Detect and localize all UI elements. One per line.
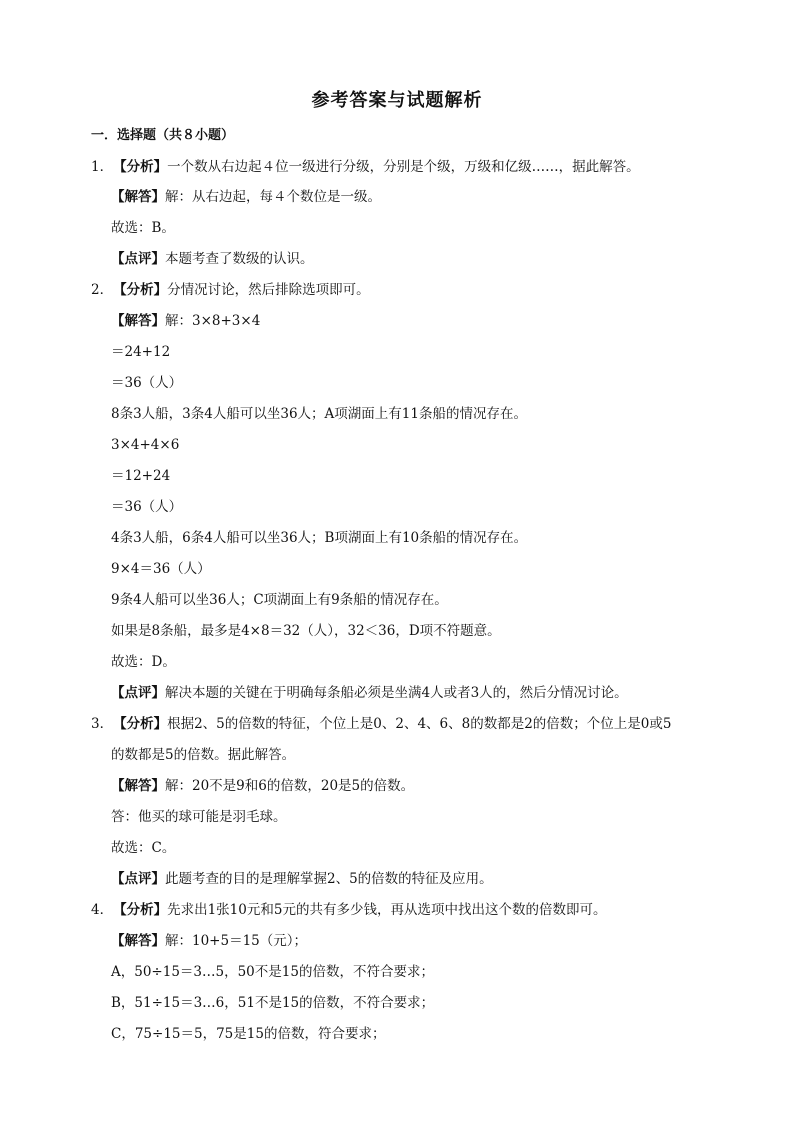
section-tag: 【解答】 xyxy=(111,313,165,329)
line-text: 的数都是5的倍数。据此解答。 xyxy=(111,747,296,763)
question-number: 4． xyxy=(91,902,114,918)
section-tag: 【解答】 xyxy=(111,189,165,205)
text-line xyxy=(111,932,307,950)
question-number: 2． xyxy=(91,282,114,298)
section-tag: 【点评】 xyxy=(111,685,165,701)
text-line xyxy=(111,374,182,392)
line-text: 3×4+4×6 xyxy=(111,437,180,453)
line-text: 故选：D。 xyxy=(111,654,176,670)
line-text: ＝12+24 xyxy=(111,468,171,484)
text-line xyxy=(111,653,176,671)
line-text: 分情况讨论，然后排除选项即可。 xyxy=(167,282,370,298)
page-title: 参考答案与试题解析 xyxy=(311,90,483,111)
line-text: 故选：C。 xyxy=(111,840,176,856)
line-text: 如果是8条船，最多是4×8＝32（人），32＜36，D项不符题意。 xyxy=(111,623,501,639)
text-line xyxy=(111,622,501,640)
text-line xyxy=(111,188,381,206)
line-text: 故选：B。 xyxy=(111,220,175,236)
line-text: ＝24+12 xyxy=(111,344,171,360)
text-line xyxy=(91,158,640,176)
text-line xyxy=(111,560,211,578)
section-tag: 【分析】 xyxy=(113,282,168,298)
section-tag: 【解答】 xyxy=(111,778,165,794)
text-line xyxy=(111,808,287,826)
line-text: 本题考查了数级的认识。 xyxy=(165,251,314,267)
line-text: 此题考查的目的是理解掌握2、5的倍数的特征及应用。 xyxy=(165,871,493,887)
line-text: ＝36（人） xyxy=(111,499,183,515)
line-text: C，75÷15＝5，75是15的倍数，符合要求； xyxy=(111,1026,386,1042)
section-tag: 【点评】 xyxy=(111,251,165,267)
section-tag: 【点评】 xyxy=(111,871,165,887)
text-line xyxy=(111,219,175,237)
line-text: 解：20不是9和6的倍数，20是5的倍数。 xyxy=(165,778,415,794)
line-text: 先求出1张10元和5元的共有多少钱，再从选项中找出这个数的倍数即可。 xyxy=(167,902,607,918)
line-text: 解：10+5＝15（元）； xyxy=(165,933,308,949)
line-text: 解决本题的关键在于明确每条船必须是坐满4人或者3人的，然后分情况讨论。 xyxy=(165,685,628,701)
text-line xyxy=(91,901,606,919)
line-text: 解：3×8+3×4 xyxy=(165,313,261,329)
line-text: 4条3人船，6条4人船可以坐36人；B项湖面上有10条船的情况存在。 xyxy=(111,530,528,546)
text-line xyxy=(111,529,527,547)
text-line xyxy=(111,1025,385,1043)
text-line xyxy=(91,715,671,733)
line-text: B，51÷15＝3…6，51不是15的倍数，不符合要求； xyxy=(111,995,435,1011)
line-text: 解：从右边起，每４个数位是一级。 xyxy=(165,189,381,205)
section-tag: 【分析】 xyxy=(113,159,168,175)
text-line xyxy=(111,684,628,702)
line-text: 答：他买的球可能是羽毛球。 xyxy=(111,809,287,825)
text-line xyxy=(111,250,314,268)
section-tag: 【分析】 xyxy=(113,902,168,918)
text-line xyxy=(111,312,260,330)
text-line xyxy=(111,498,182,516)
text-line xyxy=(111,994,434,1012)
text-line xyxy=(91,281,370,299)
section-tag: 【分析】 xyxy=(113,716,168,732)
text-line xyxy=(111,870,493,888)
line-text: ＝36（人） xyxy=(111,375,183,391)
text-line xyxy=(111,839,175,857)
line-text: 一个数从右边起４位一级进行分级，分别是个级，万级和亿级……，据此解答。 xyxy=(167,159,640,175)
text-line xyxy=(111,467,170,485)
line-text: 9条4人船可以坐36人；C项湖面上有9条船的情况存在。 xyxy=(111,592,448,608)
text-line xyxy=(111,963,434,981)
text-line xyxy=(111,777,414,795)
line-text: 8条3人船，3条4人船可以坐36人；A项湖面上有11条船的情况存在。 xyxy=(111,406,527,422)
text-line xyxy=(111,591,448,609)
section-heading: 一．选择题（共８小题） xyxy=(91,128,235,143)
text-line xyxy=(111,343,170,361)
line-text: 根据2、5的倍数的特征，个位上是0、2、4、6、8的数都是2的倍数；个位上是0或5 xyxy=(167,716,672,732)
section-tag: 【解答】 xyxy=(111,933,165,949)
question-number: 1． xyxy=(91,159,114,175)
text-line xyxy=(111,405,527,423)
question-number: 3． xyxy=(91,716,114,732)
text-line xyxy=(111,746,295,764)
line-text: 9×4＝36（人） xyxy=(111,561,211,577)
text-line xyxy=(111,436,179,454)
line-text: A，50÷15＝3…5，50不是15的倍数，不符合要求； xyxy=(111,964,434,980)
